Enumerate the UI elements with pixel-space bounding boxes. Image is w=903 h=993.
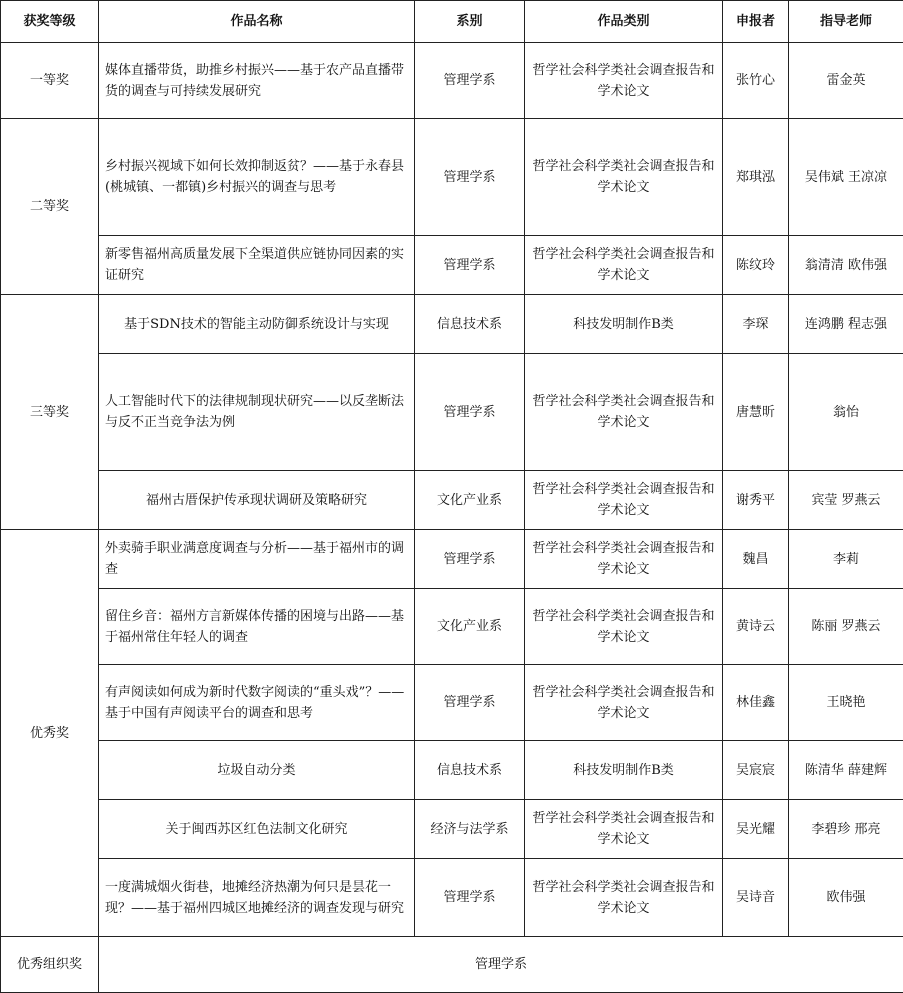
- table-row: [1, 236, 903, 295]
- work-dept: 管理学系: [415, 236, 525, 295]
- work-dept: 管理学系: [415, 119, 525, 236]
- work-dept: 文化产业系: [415, 471, 525, 530]
- header-level: 获奖等级: [1, 1, 99, 43]
- work-advisor: 雷金英: [789, 43, 903, 119]
- work-category: 哲学社会科学类社会调查报告和学术论文: [525, 354, 723, 471]
- work-advisor: 王晓艳: [789, 665, 903, 741]
- work-category: 哲学社会科学类社会调查报告和学术论文: [525, 800, 723, 859]
- work-title: 垃圾自动分类: [99, 741, 415, 800]
- award-level-third: 三等奖: [1, 295, 99, 530]
- table-row: [1, 295, 903, 354]
- header-title: 作品名称: [99, 1, 415, 43]
- work-advisor: 李莉: [789, 530, 903, 589]
- work-applicant: 唐慧昕: [723, 354, 789, 471]
- header-advisor: 指导老师: [789, 1, 903, 43]
- header-category: 作品类别: [525, 1, 723, 43]
- work-dept: 信息技术系: [415, 741, 525, 800]
- table-row: [1, 741, 903, 800]
- work-category: 哲学社会科学类社会调查报告和学术论文: [525, 665, 723, 741]
- work-advisor: 陈丽 罗燕云: [789, 589, 903, 665]
- work-advisor: 陈清华 薛建辉: [789, 741, 903, 800]
- table-row: [1, 43, 903, 119]
- work-dept: 文化产业系: [415, 589, 525, 665]
- work-advisor: 翁清清 欧伟强: [789, 236, 903, 295]
- work-applicant: 张竹心: [723, 43, 789, 119]
- work-applicant: 吴诗音: [723, 859, 789, 937]
- header-row: [1, 1, 903, 43]
- work-applicant: 陈纹玲: [723, 236, 789, 295]
- work-dept: 管理学系: [415, 43, 525, 119]
- table-row: [1, 119, 903, 236]
- work-dept: 管理学系: [415, 530, 525, 589]
- work-title: 人工智能时代下的法律规制现状研究——以反垄断法与反不正当竞争法为例: [99, 354, 415, 471]
- work-applicant: 黄诗云: [723, 589, 789, 665]
- header-applicant: 申报者: [723, 1, 789, 43]
- work-dept: 管理学系: [415, 354, 525, 471]
- work-applicant: 吴光耀: [723, 800, 789, 859]
- work-advisor: 欧伟强: [789, 859, 903, 937]
- work-dept: 经济与法学系: [415, 800, 525, 859]
- work-title: 一度满城烟火街巷，地摊经济热潮为何只是昙花一现？——基于福州四城区地摊经济的调查发现与研究: [99, 859, 415, 937]
- work-title: 外卖骑手职业满意度调查与分析——基于福州市的调查: [99, 530, 415, 589]
- table-row: [1, 471, 903, 530]
- table-row: [1, 354, 903, 471]
- work-category: 哲学社会科学类社会调查报告和学术论文: [525, 236, 723, 295]
- award-level-excellent: 优秀奖: [1, 530, 99, 937]
- table-row: [1, 859, 903, 937]
- work-category: 哲学社会科学类社会调查报告和学术论文: [525, 119, 723, 236]
- work-category: 科技发明制作B类: [525, 741, 723, 800]
- award-level-second: 二等奖: [1, 119, 99, 295]
- work-advisor: 连鸿鹏 程志强: [789, 295, 903, 354]
- work-title: 基于SDN技术的智能主动防御系统设计与实现: [99, 295, 415, 354]
- work-applicant: 魏昌: [723, 530, 789, 589]
- table-row: [1, 589, 903, 665]
- award-level-organization: 优秀组织奖: [1, 937, 99, 993]
- table-row: [1, 665, 903, 741]
- work-category: 哲学社会科学类社会调查报告和学术论文: [525, 471, 723, 530]
- work-title: 乡村振兴视域下如何长效抑制返贫？——基于永春县(桃城镇、一都镇)乡村振兴的调查与思考: [99, 119, 415, 236]
- work-title: 新零售福州高质量发展下全渠道供应链协同因素的实证研究: [99, 236, 415, 295]
- work-applicant: 谢秀平: [723, 471, 789, 530]
- work-title: 有声阅读如何成为新时代数字阅读的“重头戏”？——基于中国有声阅读平台的调查和思考: [99, 665, 415, 741]
- work-title: 留住乡音：福州方言新媒体传播的困境与出路——基于福州常住年轻人的调查: [99, 589, 415, 665]
- table-row: [1, 530, 903, 589]
- work-category: 哲学社会科学类社会调查报告和学术论文: [525, 530, 723, 589]
- work-applicant: 郑琪泓: [723, 119, 789, 236]
- work-applicant: 吴宸宸: [723, 741, 789, 800]
- work-category: 科技发明制作B类: [525, 295, 723, 354]
- work-category: 哲学社会科学类社会调查报告和学术论文: [525, 589, 723, 665]
- work-applicant: 李琛: [723, 295, 789, 354]
- work-advisor: 宾莹 罗燕云: [789, 471, 903, 530]
- work-advisor: 李碧珍 邢亮: [789, 800, 903, 859]
- work-dept: 管理学系: [415, 665, 525, 741]
- work-dept: 信息技术系: [415, 295, 525, 354]
- work-title: 关于闽西苏区红色法制文化研究: [99, 800, 415, 859]
- work-advisor: 吴伟斌 王凉凉: [789, 119, 903, 236]
- work-applicant: 林佳鑫: [723, 665, 789, 741]
- work-category: 哲学社会科学类社会调查报告和学术论文: [525, 859, 723, 937]
- work-title: 媒体直播带货，助推乡村振兴——基于农产品直播带货的调查与可持续发展研究: [99, 43, 415, 119]
- table-row: [1, 937, 903, 993]
- work-category: 哲学社会科学类社会调查报告和学术论文: [525, 43, 723, 119]
- header-dept: 系别: [415, 1, 525, 43]
- award-level-first: 一等奖: [1, 43, 99, 119]
- work-dept: 管理学系: [415, 859, 525, 937]
- work-advisor: 翁怡: [789, 354, 903, 471]
- org-award-dept: 管理学系: [99, 937, 903, 993]
- work-title: 福州古厝保护传承现状调研及策略研究: [99, 471, 415, 530]
- table-row: [1, 800, 903, 859]
